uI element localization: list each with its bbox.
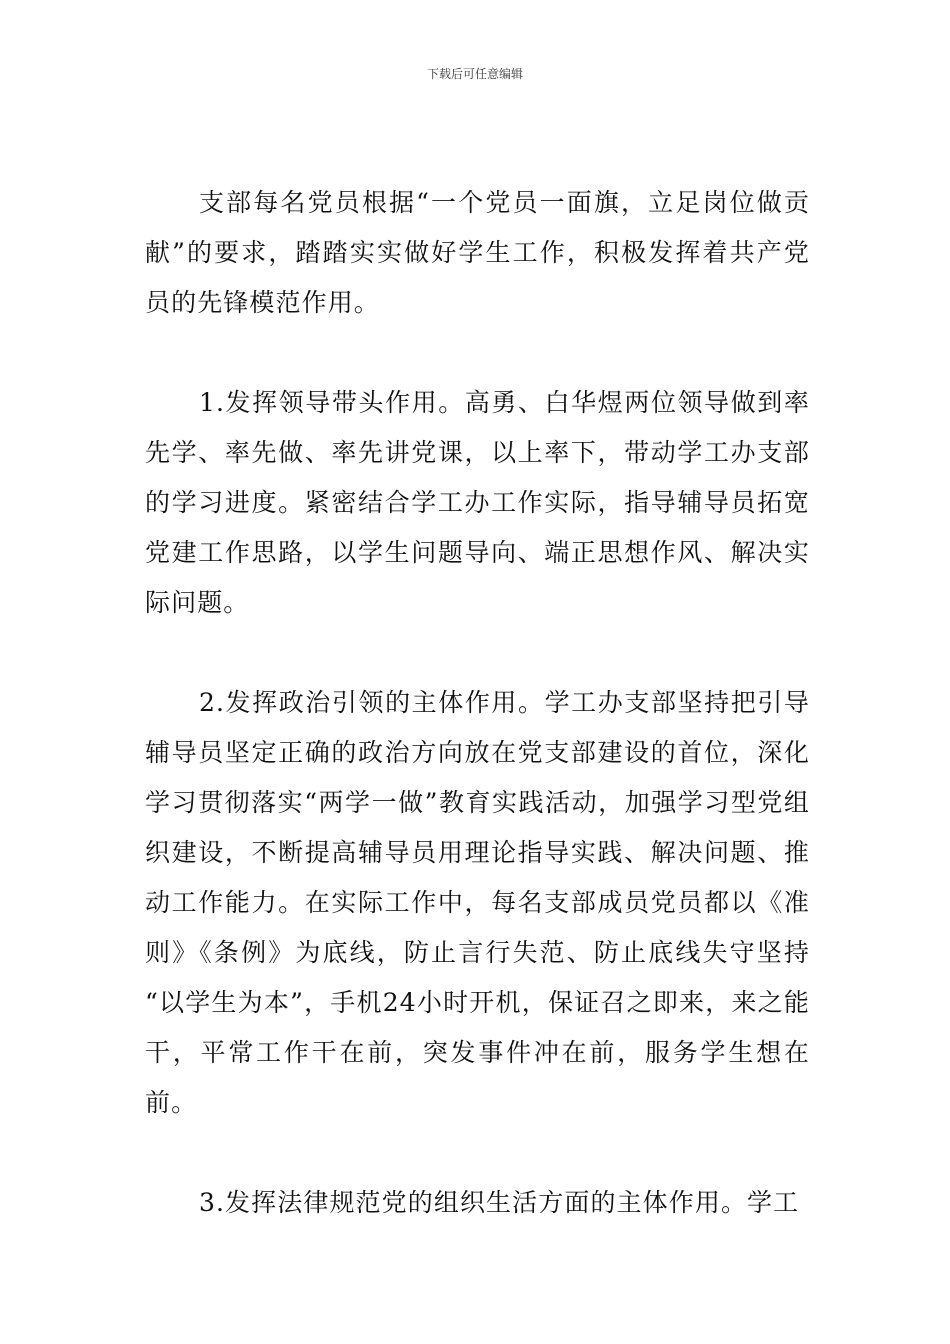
- paragraph-item-3: 3.发挥法律规范党的组织生活方面的主体作用。学工: [199, 1188, 800, 1217]
- paragraph-item-2: 2.发挥政治引领的主体作用。学工办支部坚持把引导辅导员坚定正确的政治方向放在党支部建设的首位，深化学习贯彻落实“两学一做”教育实践活动，加强学习型党组织建设，不断提高辅导员用理论指导实践、解决问题、推动工作能力。在实际工作中，每名支部成员党员都以《准则》《条例》为底线，防止言行失范、防止底线失守坚持 “以学生为本”，手机24小时开机，保证召之即来，来之能干，平常工作干在前，突发事件冲在前，服务学生想在前。: [145, 688, 810, 1117]
- document-body: [145, 178, 810, 1228]
- paragraph-intro: 支部每名党员根据“一个党员一面旗，立足岗位做贡献”的要求，踏踏实实做好学生工作，积极发挥着共产党员的先锋模范作用。: [145, 188, 810, 317]
- paragraph-item-1: 1.发挥领导带头作用。高勇、白华煜两位领导做到率先学、率先做、率先讲党课，以上率下，带动学工办支部的学习进度。紧密结合学工办工作实际，指导辅导员拓宽党建工作思路，以学生问题导向、端正思想作风、解决实际问题。: [145, 388, 810, 617]
- header-note: 下载后可任意编辑: [426, 67, 523, 81]
